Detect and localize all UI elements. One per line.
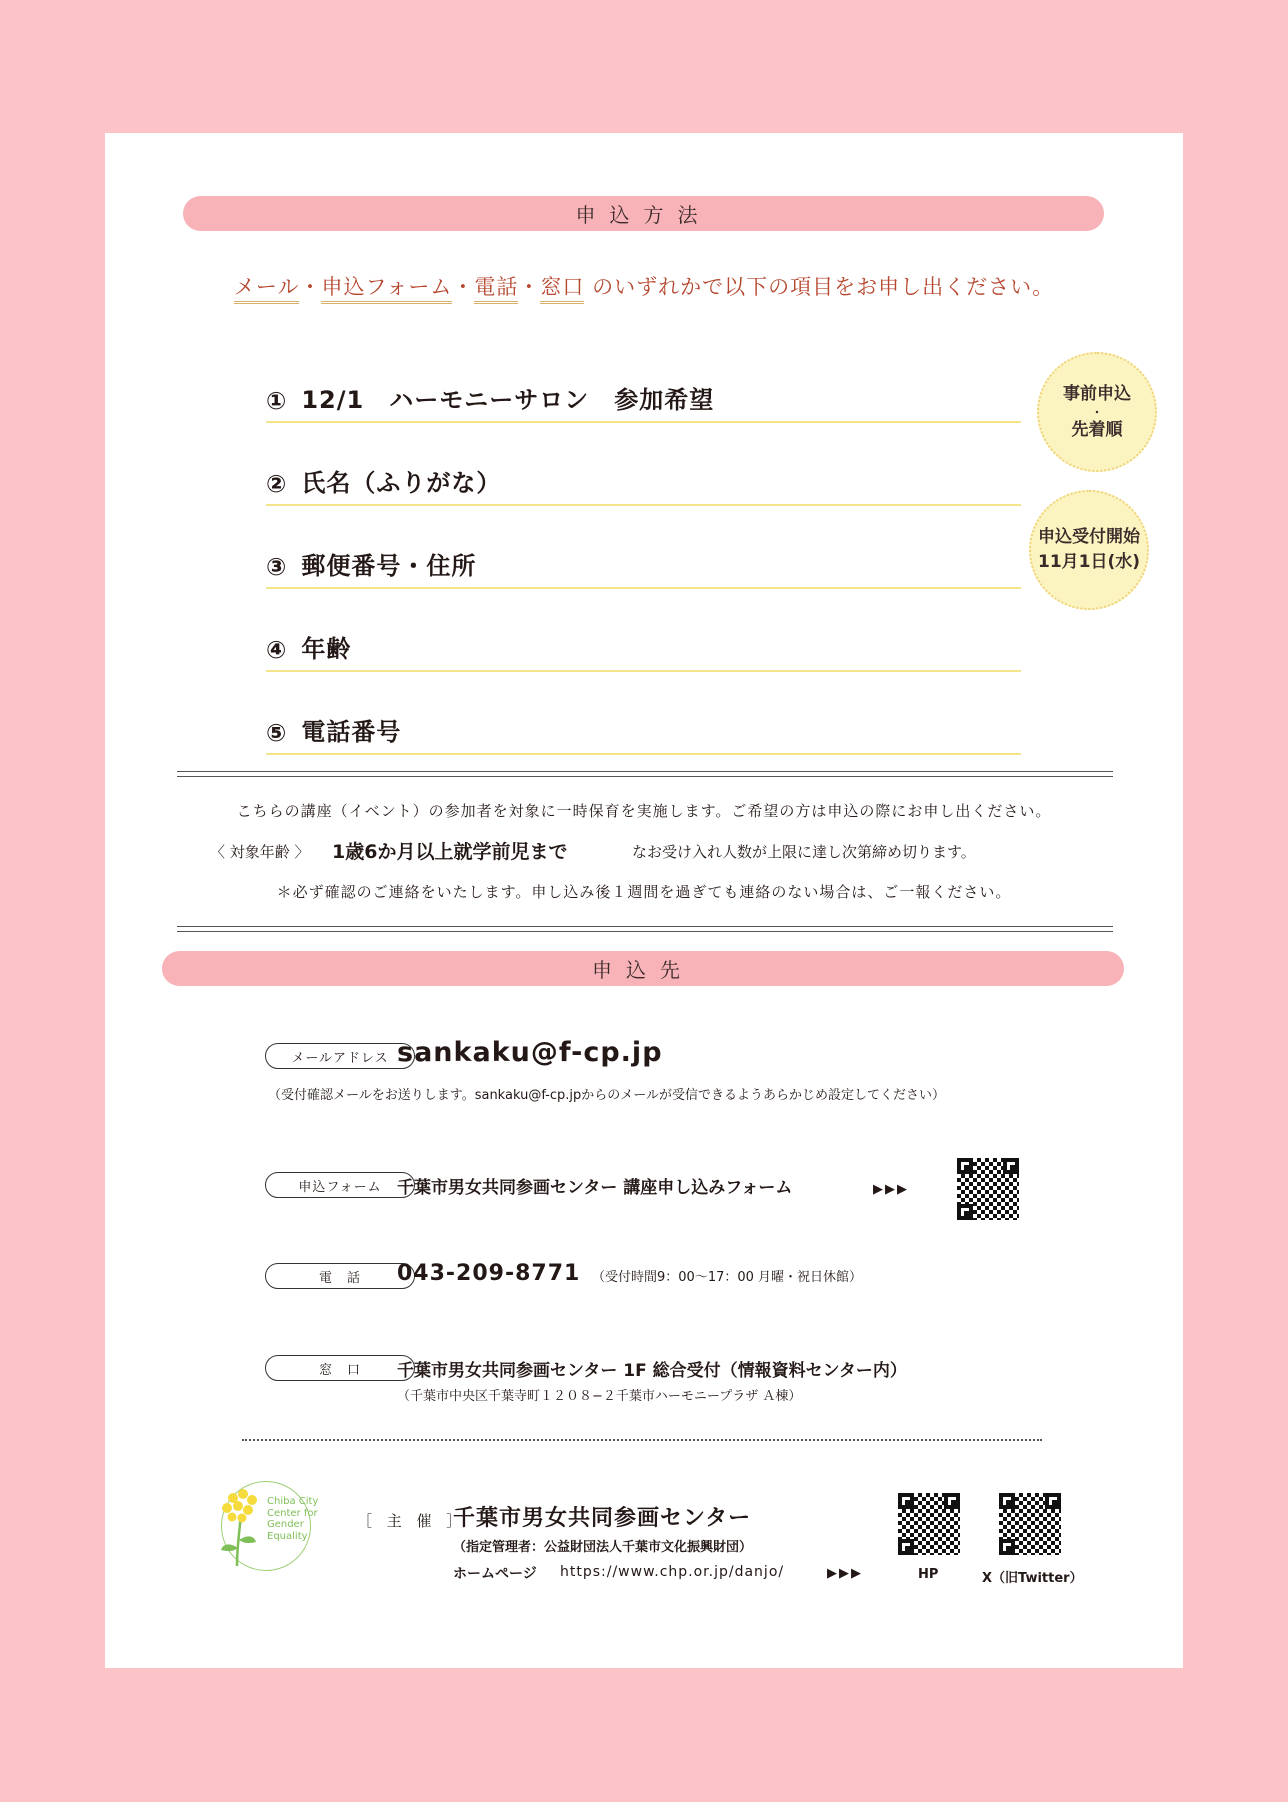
item-number: ③ — [266, 553, 288, 581]
badge-line1: 申込受付開始 — [1038, 527, 1140, 548]
badge-line1: 事前申込 — [1063, 383, 1131, 404]
rape-blossom-logo-icon — [215, 1488, 270, 1568]
window-address: （千葉市中央区千葉寺町１２０８−２千葉市ハーモニープラザ Ａ棟） — [397, 1389, 802, 1404]
form-link-text[interactable]: 千葉市男女共同参画センター 講座申し込みフォーム — [397, 1178, 793, 1198]
email-address[interactable]: sankaku@f-cp.jp — [397, 1037, 663, 1068]
host-name: 千葉市男女共同参画センター — [453, 1506, 752, 1531]
dotted-divider — [242, 1439, 1042, 1441]
list-item — [266, 592, 1021, 672]
logo-line: Chiba City — [267, 1496, 319, 1507]
intro-sep: ・ — [518, 275, 541, 299]
item-text: 郵便番号・住所 — [301, 552, 477, 580]
list-item — [266, 343, 1021, 423]
intro-method-form: 申込フォーム — [321, 275, 452, 304]
logo-text — [267, 1496, 318, 1542]
method-title: 申込方法 — [575, 203, 712, 227]
window-location: 千葉市男女共同参画センター 1F 総合受付（情報資料センター内） — [397, 1361, 907, 1381]
target-age-value: 1歳6か月以上就学前児まで — [332, 841, 568, 863]
item-text: 12/1 ハーモニーサロン 参加希望 — [301, 386, 715, 414]
intro-method-phone: 電話 — [474, 275, 518, 304]
item-number: ④ — [266, 636, 288, 664]
host-manager: （指定管理者：公益財団法人千葉市文化振興財団） — [453, 1540, 753, 1555]
capacity-note: なお受け入れ人数が上限に達し次第締め切ります。 — [632, 843, 976, 861]
intro-method-window: 窓口 — [540, 275, 584, 304]
contact-title: 申込先 — [592, 958, 694, 982]
badge-line2: 先着順 — [1071, 419, 1123, 440]
email-note: （受付確認メールをお送りします。sankaku@f-cp.jpからのメールが受信できるようあらかじめ設定してください） — [268, 1088, 946, 1103]
hp-qr-code-icon[interactable] — [898, 1493, 960, 1555]
childcare-note: こちらの講座（イベント）の参加者を対象に一時保育を実施します。ご希望の方は申込の際にお申し出ください。 — [236, 802, 1052, 820]
arrow-icon: ▶▶▶ — [827, 1566, 863, 1581]
list-item — [266, 426, 1021, 506]
item-text: 氏名（ふりがな） — [301, 469, 502, 497]
item-text: 年齢 — [301, 635, 352, 663]
host-label: ［ 主 催 ］ — [357, 1512, 467, 1530]
target-age-label: 〈 対象年齢 〉 — [210, 843, 310, 861]
method-section-header — [183, 196, 1104, 231]
contact-section-header — [162, 951, 1124, 986]
logo-line: Center for — [267, 1507, 318, 1519]
intro-rest: のいずれかで以下の項目をお申し出ください。 — [584, 275, 1055, 299]
phone-hours: （受付時間9：00〜17：00 月曜・祝日休館） — [592, 1270, 863, 1285]
intro-sep: ・ — [452, 275, 475, 299]
method-intro — [105, 271, 1183, 301]
item-number: ① — [266, 387, 288, 415]
intro-sep: ・ — [299, 275, 322, 299]
homepage-url[interactable]: https://www.chp.or.jp/danjo/ — [560, 1564, 785, 1580]
divider — [177, 926, 1113, 932]
phone-number[interactable]: 043-209-8771 — [397, 1261, 581, 1286]
homepage-label: ホームページ — [453, 1566, 537, 1582]
email-tag: メールアドレス — [265, 1043, 415, 1069]
badge-dot: ・ — [1091, 405, 1103, 419]
list-item — [266, 675, 1021, 755]
badge-line2: 11月1日(水) — [1037, 552, 1141, 572]
item-text: 電話番号 — [301, 718, 402, 746]
hp-qr-caption: HP — [918, 1567, 939, 1582]
divider — [177, 771, 1113, 777]
list-item — [266, 509, 1021, 589]
form-tag: 申込フォーム — [265, 1172, 415, 1198]
window-tag: 窓 口 — [265, 1355, 415, 1381]
logo-line: Gender — [267, 1519, 304, 1530]
x-qr-code-icon[interactable] — [999, 1493, 1061, 1555]
flyer-page — [105, 133, 1183, 1668]
item-number: ⑤ — [266, 719, 288, 747]
phone-tag: 電 話 — [265, 1263, 415, 1289]
first-come-badge — [1037, 352, 1157, 472]
application-start-badge — [1029, 490, 1149, 610]
required-items-list — [266, 343, 1021, 758]
confirmation-note: ＊必ず確認のご連絡をいたします。申し込み後１週間を過ぎても連絡のない場合は、ご一報ください。 — [276, 883, 1012, 901]
arrow-icon: ▶▶▶ — [873, 1182, 909, 1197]
intro-method-email: メール — [234, 275, 300, 304]
form-qr-code-icon[interactable] — [957, 1158, 1019, 1220]
x-qr-caption: X（旧Twitter） — [982, 1571, 1083, 1586]
logo-line: Equality — [267, 1530, 308, 1542]
item-number: ② — [266, 470, 288, 498]
